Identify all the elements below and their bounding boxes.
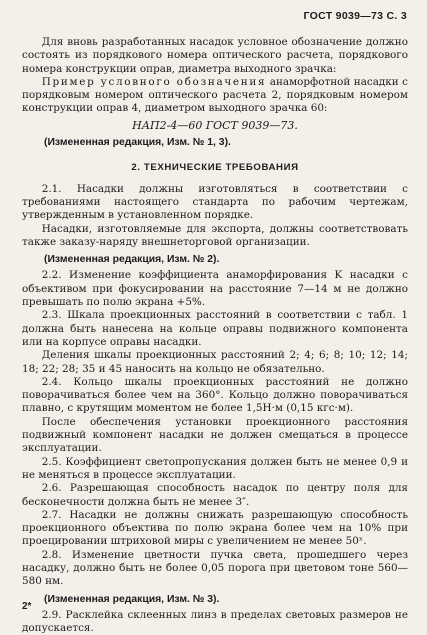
clause-2-6: 2.6. Разрешающая способность насадок по центру поля для бесконечности должна быть не менее 3″. [22,482,408,508]
example-lead: Пример условного обозначения [41,75,267,88]
scale-paragraph: Деления шкалы проекционных расстояний 2; 4; 6; 8; 10; 12; 14; 18; 22; 28; 35 и 45 наносить на кольцо не обязательно. [22,349,408,375]
after-setup-paragraph: После обеспечения установки проекционного расстояния подвижный компонент насадки не должен смещаться в процессе эксплуатации. [22,415,408,455]
document-body [22,36,408,635]
clause-2-1: 2.1. Насадки должны изготовляться в соответствии с требованиями настоящего стандарта по рабочим чертежам, утвержденным в установленном порядке. [22,182,408,222]
clause-2-4: 2.4. Кольцо шкалы проекционных расстояний не должно поворачиваться более чем на 360°. Кольцо должно поворачиваться плавно, с крутящим моментом не более 1,5Н·м (0,15 кгс·м). [22,375,408,415]
page-header: ГОСТ 9039—73 С. 3 [303,10,407,22]
clause-2-2: 2.2. Изменение коэффициента анаморфирования K насадки с объективом при фокусировании на расстояние 7—14 м не должно превышать по полю экрана +5%. [22,269,408,309]
export-paragraph: Насадки, изготовляемые для экспорта, должны соответствовать также заказу-наряду внешнеторговой организации. [22,222,408,248]
edit-note-3: (Измененная редакция, Изм. № 3). [44,593,220,605]
clause-2-3: 2.3. Шкала проекционных расстояний в соответствии с табл. 1 должна быть нанесена на кольце оправы подвижного компонента или на корпусе оправы насадки. [22,309,408,348]
intro-paragraph: Для вновь разработанных насадок условное обозначение должно состоять из порядкового номера оптического расчета, порядкового номера конструкции оправ, диаметра выходного зрачка: [22,36,408,75]
page-footer-mark: 2* [22,601,32,612]
clause-2-8: 2.8. Изменение цветности пучка света, прошедшего через насадку, должно быть не более 0,05 порога при цветовом тоне 560—580 нм. [22,548,408,588]
edit-note-1: (Измененная редакция, Изм. № 1, 3). [44,137,231,149]
edit-note-2: (Измененная редакция, Изм. № 2). [44,254,220,266]
example-paragraph [22,76,408,116]
section-title: 2. ТЕХНИЧЕСКИЕ ТРЕБОВАНИЯ [131,162,299,174]
clause-2-7: 2.7. Насадки не должны снижать разрешающую способность проекционного объектива по полю экрана более чем на 10% при проецировании штриховой миры с увеличением не менее 50ˣ. [22,508,408,548]
example-text: анаморфотной насадки с порядковым номером оптического расчета 2, порядковым номером конструкции оправ 4, диаметром выходного зрачка 60: [22,75,408,115]
clause-2-9: 2.9. Расклейка склеенных линз в пределах световых размеров не допускается. [22,608,408,635]
designation-formula: НАП2-4—60 ГОСТ 9039—73. [132,118,298,132]
clause-2-5: 2.5. Коэффициент светопропускания должен быть не менее 0,9 и не меняться в процессе эксплуатации. [22,455,408,481]
